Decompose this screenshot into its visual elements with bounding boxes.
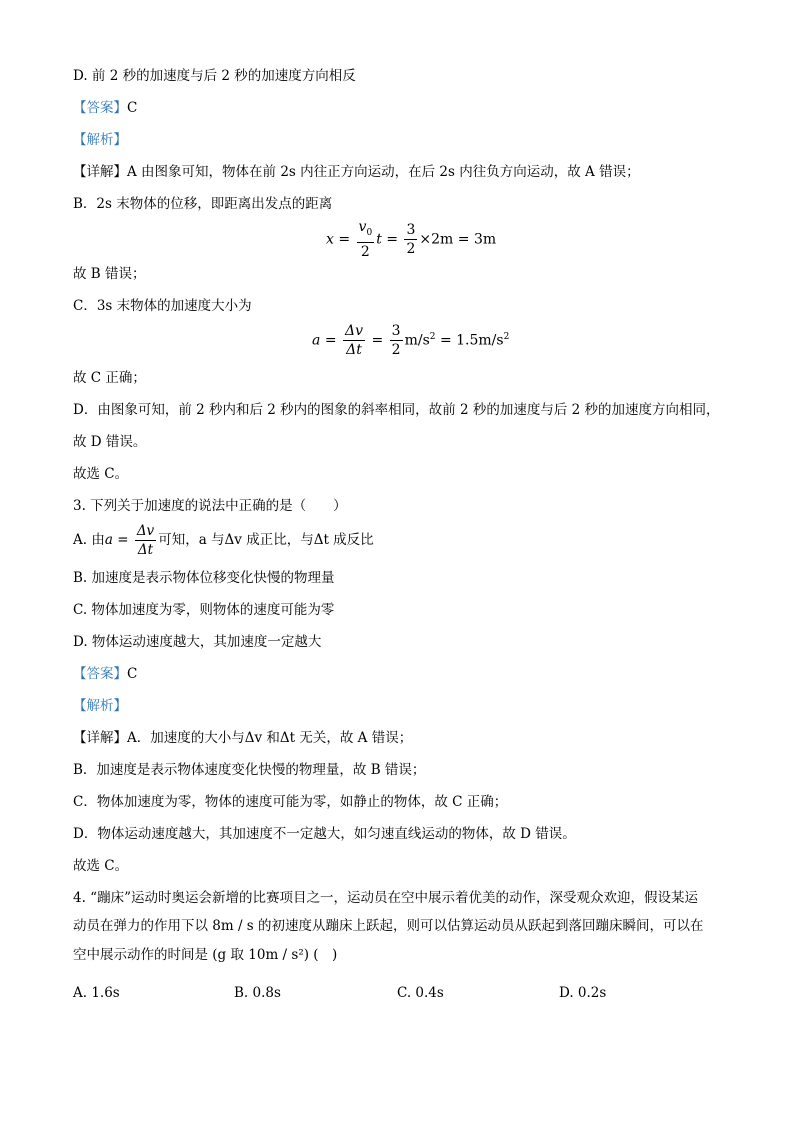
- q3-option-c: C. 物体加速度为零，则物体的速度可能为零: [73, 602, 335, 618]
- fraction-3-over-2: $\frac{3}{2}$: [406, 221, 416, 257]
- q3-detail-d: D．物体运动速度越大，其加速度不一定越大，如匀速直线运动的物体，故 D 错误。: [73, 826, 576, 842]
- q4-option-b: B. 0.8s: [234, 985, 281, 1001]
- q2-detail-b: B．2s 末物体的位移，即距离出发点的距离: [73, 196, 333, 212]
- q2-b-wrong: 故 B 错误；: [73, 266, 146, 282]
- q3-option-b: B. 加速度是表示物体位移变化快慢的物理量: [73, 570, 335, 586]
- q2-choose: 故选 C。: [73, 466, 129, 482]
- q2-analysis-tag: 【解析】: [73, 132, 127, 148]
- q3-option-a: A. 由a = $\frac{\Delta v}{\Delta t}$ 可知，a 与Δv 成正比，与Δt 成反比: [73, 523, 374, 558]
- q4-stem-line-1: 4. “蹦床”运动时奥运会新增的比赛项目之一，运动员在空中展示着优美的动作，深受观众欢迎，假设某运: [73, 890, 698, 906]
- q2-detail-a: 【详解】A 由图象可知，物体在前 2s 内往正方向运动，在后 2s 内往负方向运动，故 A 错误；: [73, 164, 640, 180]
- answer-tag: 【答案】: [73, 666, 127, 682]
- fraction-3-over-2: $\frac{3}{2}$: [391, 323, 401, 358]
- q4-option-d: D. 0.2s: [559, 985, 607, 1001]
- q2-detail-c: C．3s 末物体的加速度大小为: [73, 298, 252, 314]
- q2-detail-d: D．由图象可知，前 2 秒内和后 2 秒内的图象的斜率相同，故前 2 秒的加速度与后 2 秒的加速度方向相同，: [73, 402, 720, 418]
- fraction-v0-over-2: $\frac{v_0}{2}$: [358, 219, 373, 260]
- q3-analysis-tag: 【解析】: [73, 698, 127, 714]
- q4-stem-line-2: 动员在弹力的作用下以 8m / s 的初速度从蹦床上跃起，则可以估算运动员从跃起到落回蹦床瞬间，可以在: [73, 918, 704, 934]
- q3-answer: [73, 665, 137, 683]
- fraction-dv-over-dt: $\frac{\Delta v}{\Delta t}$: [136, 523, 155, 558]
- q4-stem-line-3: 空中展示动作的时间是 (g 取 10m / s²) ( ): [73, 947, 338, 963]
- q3-stem: 3. 下列关于加速度的说法中正确的是（ ）: [73, 498, 347, 514]
- q2-equation-displacement: x = $\frac{v_0}{2}$ t = $\frac{3}{2}$ ×2m = 3m: [326, 219, 497, 260]
- q4-option-a: A. 1.6s: [73, 985, 120, 1001]
- q3-detail-c: C．物体加速度为零，物体的速度可能为零，如静止的物体，故 C 正确；: [73, 794, 508, 810]
- q4-option-c: C. 0.4s: [397, 985, 444, 1001]
- fraction-dv-over-dt: $\frac{\Delta v}{\Delta t}$: [345, 323, 364, 358]
- q2-equation-acceleration: a = $\frac{\Delta v}{\Delta t}$ = $\frac{3}{2}$ $m/s^2 = 1.5m/s^2$: [312, 323, 510, 358]
- answer-value: C: [127, 666, 138, 682]
- q3-detail-a: 【详解】A．加速度的大小与Δv 和Δt 无关，故 A 错误；: [73, 730, 413, 746]
- q2-option-d: D. 前 2 秒的加速度与后 2 秒的加速度方向相反: [73, 68, 356, 84]
- q2-answer: [73, 99, 137, 117]
- q3-choose: 故选 C。: [73, 858, 129, 874]
- answer-value: C: [127, 100, 138, 116]
- q2-d-wrong: 故 D 错误。: [73, 434, 147, 450]
- answer-tag: 【答案】: [73, 100, 127, 116]
- q2-c-right: 故 C 正确；: [73, 370, 146, 386]
- q3-detail-b: B．加速度是表示物体速度变化快慢的物理量，故 B 错误；: [73, 762, 426, 778]
- q3-option-d: D. 物体运动速度越大，其加速度一定越大: [73, 634, 322, 650]
